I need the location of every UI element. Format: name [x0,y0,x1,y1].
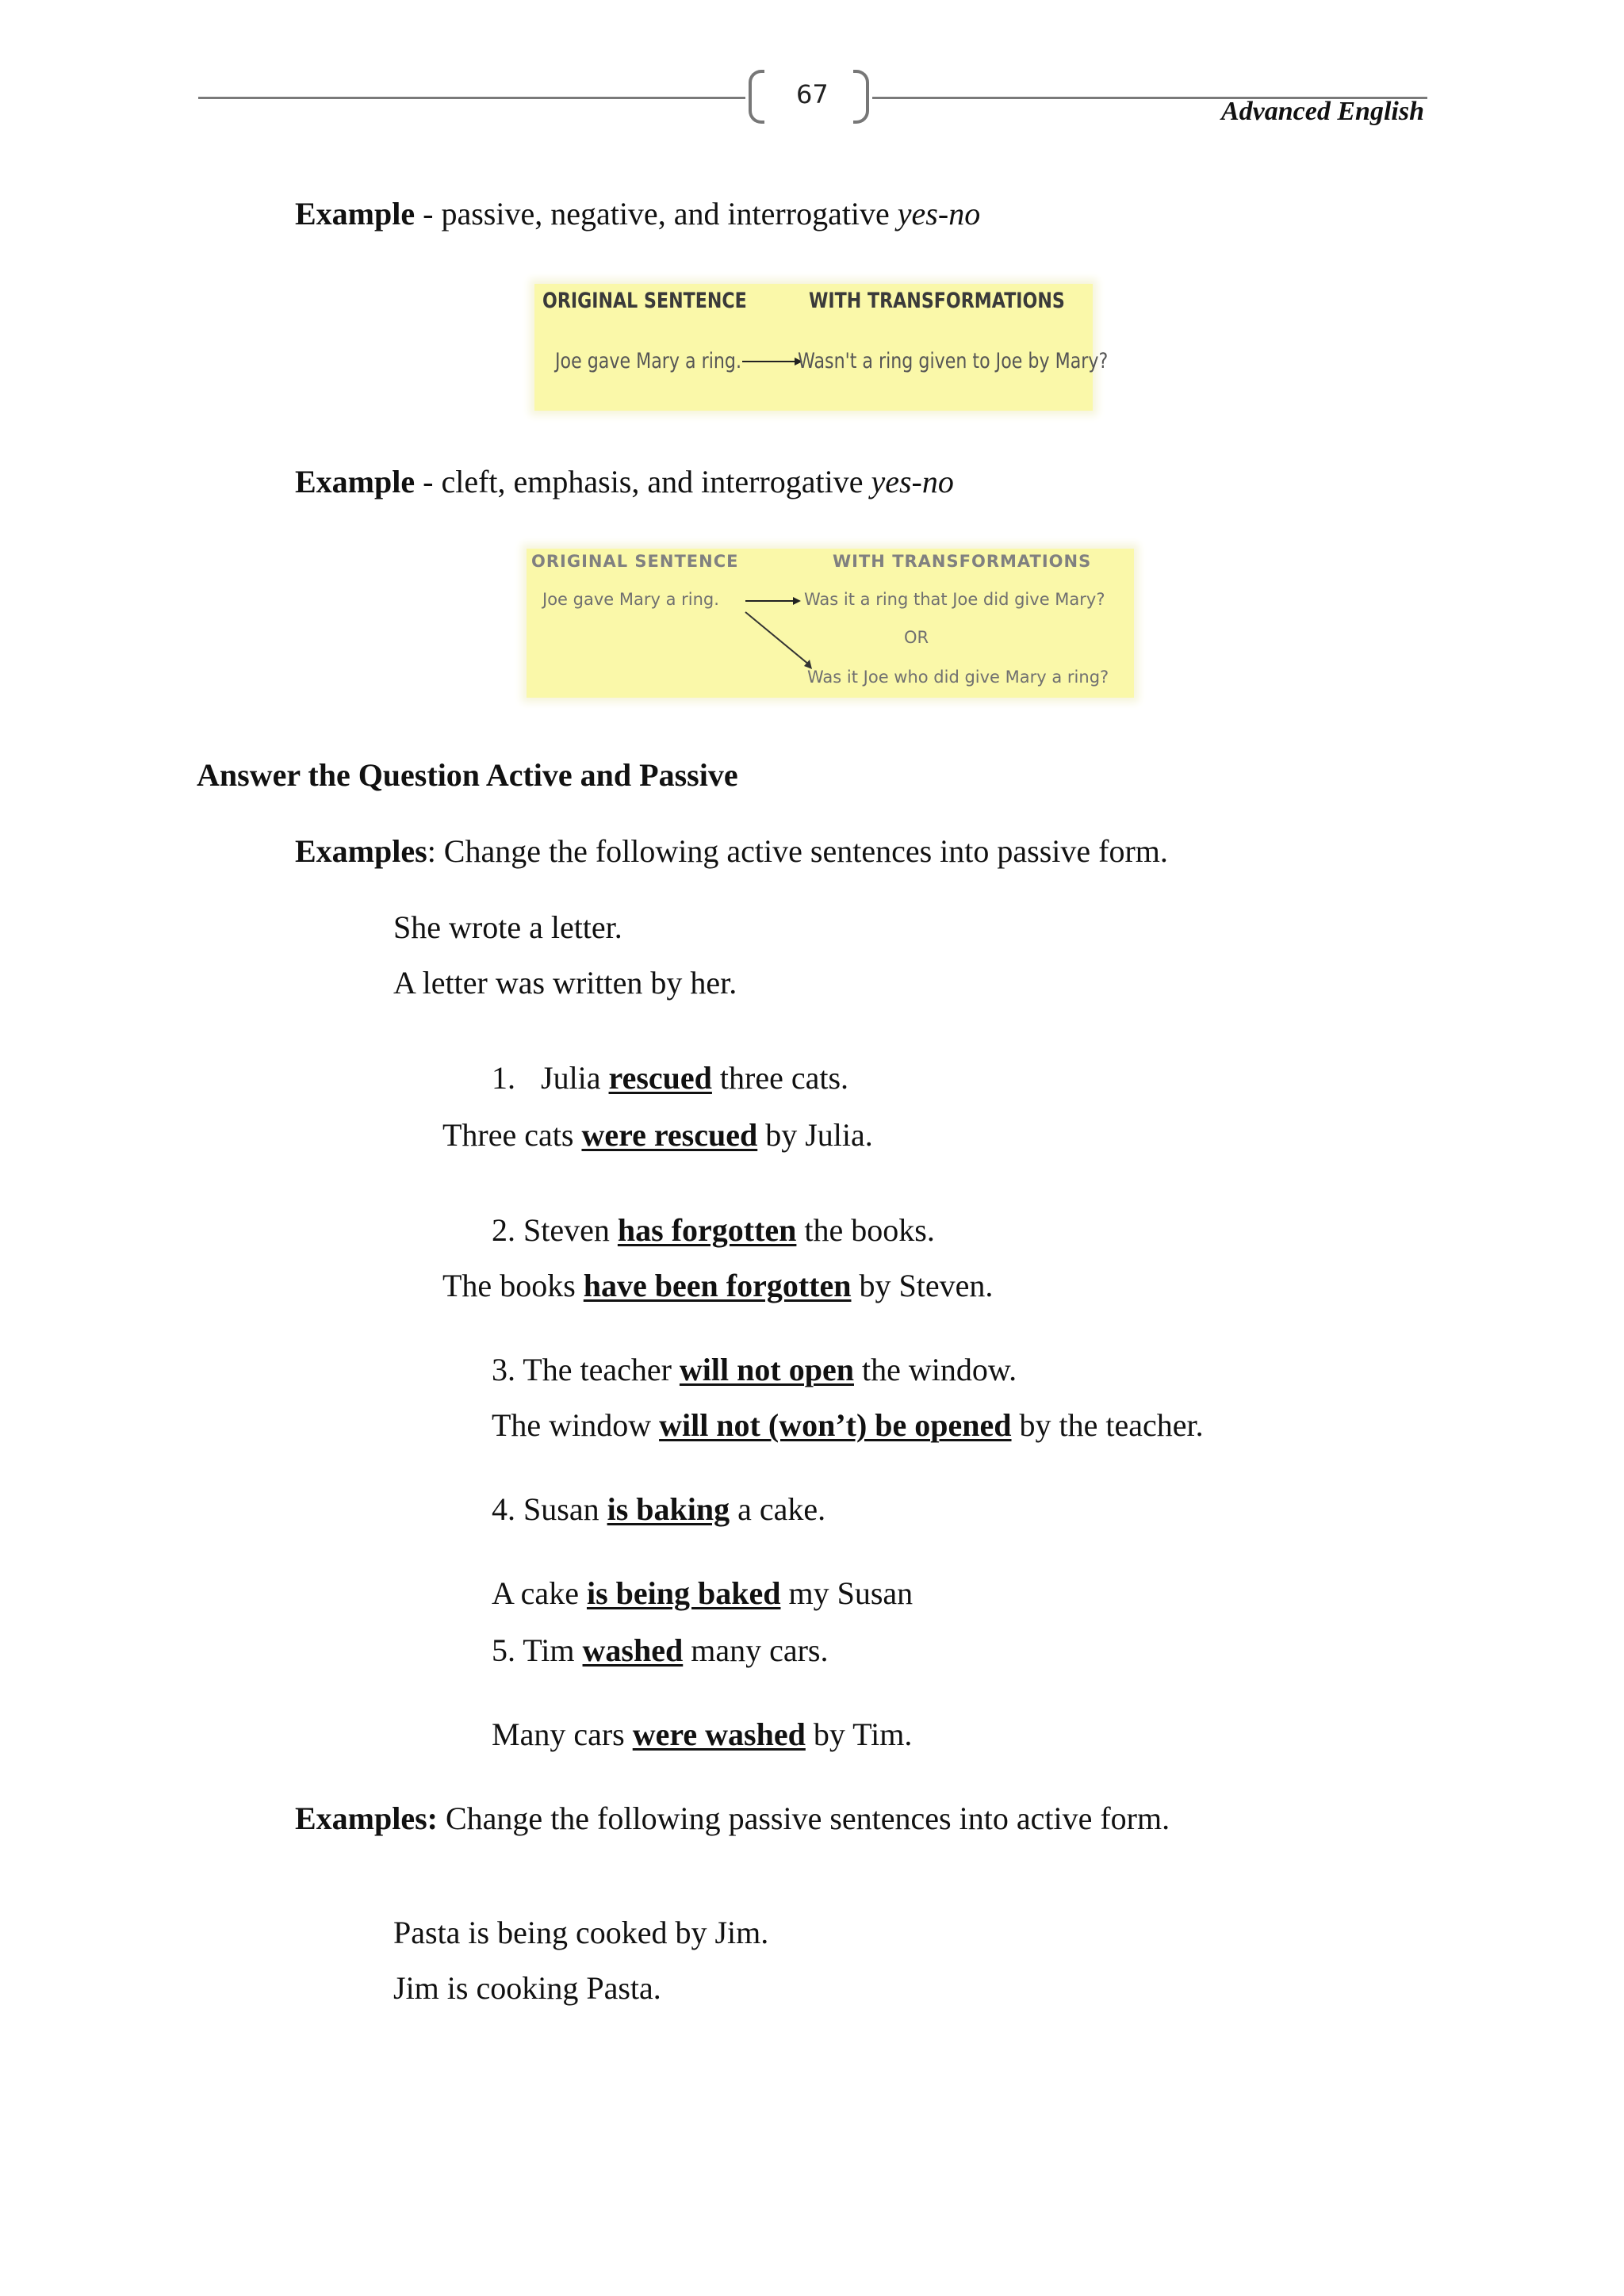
example-1-caption [295,195,980,233]
examples-passive-text: Change the following passive sentences into active form. [438,1800,1170,1836]
item-3-active-pre: The teacher [515,1352,680,1387]
item-2-active [492,1211,935,1249]
item-2-passive-post: by Steven. [851,1268,994,1303]
item-2-active-pre: Steven [515,1212,618,1248]
example-1-text: - passive, negative, and interrogative [415,196,898,232]
item-5-passive-verb: were washed [632,1716,806,1752]
item-4-active-verb: is baking [607,1491,730,1527]
figure-passive-negative-interrogative [534,284,1109,411]
item-4-active [492,1490,825,1529]
item-4-passive-verb: is being baked [586,1575,781,1611]
item-1-passive-verb: were rescued [581,1117,758,1153]
item-2-active-verb: has forgotten [617,1212,797,1248]
item-2-passive-pre: The books [442,1268,584,1303]
item-4-passive-pre: A cake [492,1575,587,1611]
item-1-active [492,1059,848,1097]
example-2-italic: yes-no [871,464,954,499]
figure-cleft-emphasis-interrogative [527,549,1134,698]
page-number-bracket-right [853,70,869,124]
item-5-active-post: many cars. [683,1632,829,1668]
section-heading: Answer the Question Active and Passive [197,757,738,793]
figure-2-col-transformations: WITH TRANSFORMATIONS [833,552,1092,571]
example-1-italic: yes-no [897,196,981,232]
sample-active-sentence: She wrote a letter. [393,909,622,945]
item-1-active-pre: Julia [541,1060,609,1096]
figure-1-col-transformations: WITH TRANSFORMATIONS [809,289,1065,313]
figure-2-transformed-2: Was it Joe who did give Mary a ring? [807,668,1109,687]
item-3-active [492,1351,1017,1389]
figure-2-original: Joe gave Mary a ring. [542,590,719,609]
example-2-caption [295,463,954,501]
item-1-passive [442,1116,873,1154]
item-2-passive [442,1267,993,1305]
example-2-label: Example [295,464,416,499]
running-title: Advanced English [1221,97,1424,126]
item-5-passive-pre: Many cars [492,1716,633,1752]
item-4-passive [492,1575,913,1613]
item-3-passive [492,1406,1204,1445]
item-3-active-post: the window. [853,1352,1017,1387]
examples-passive-label: Examples: [295,1800,438,1836]
examples-active-text: : Change the following active sentences into passive form. [427,833,1168,869]
item-1-passive-pre: Three cats [442,1117,582,1153]
item-1-number: 1. [492,1060,515,1096]
item-1-passive-post: by Julia. [757,1117,873,1153]
item-5-active-pre: Tim [515,1632,583,1668]
figure-1-col-original: ORIGINAL SENTENCE [542,289,747,313]
item-1-active-post: three cats. [711,1060,849,1096]
examples-active-label: Examples [295,833,427,869]
arrow-icon [745,595,801,607]
page-number-bracket-left [749,70,764,124]
item-2-number: 2. [492,1212,515,1248]
item-3-active-verb: will not open [679,1352,854,1387]
header-rule-left [198,97,745,99]
item-2-active-post: the books. [796,1212,935,1248]
item-5-number: 5. [492,1632,515,1668]
page-number: 67 [796,79,829,109]
item-3-passive-pre: The window [492,1407,660,1443]
item-4-passive-post: my Susan [780,1575,914,1611]
sample-passive-sentence: A letter was written by her. [393,965,737,1001]
item-5-active [492,1632,829,1670]
sample-passive-to-active-source: Pasta is being cooked by Jim. [393,1915,769,1950]
item-3-passive-post: by the teacher. [1011,1407,1204,1443]
figure-2-or: OR [904,628,929,647]
figure-1-original: Joe gave Mary a ring. [555,349,742,373]
examples-active-instruction [295,832,1168,871]
item-4-number: 4. [492,1491,515,1527]
arrow-icon [742,355,802,368]
item-5-passive-post: by Tim. [805,1716,913,1752]
item-3-passive-verb: will not (won’t) be opened [659,1407,1012,1443]
item-1-active-verb: rescued [608,1060,712,1096]
item-5-active-verb: washed [582,1632,684,1668]
item-4-active-post: a cake. [730,1491,826,1527]
example-1-label: Example [295,196,416,232]
item-5-passive [492,1716,912,1754]
figure-2-transformed-1: Was it a ring that Joe did give Mary? [804,590,1105,609]
item-3-number: 3. [492,1352,515,1387]
example-2-text: - cleft, emphasis, and interrogative [415,464,871,499]
item-4-active-pre: Susan [515,1491,607,1527]
examples-passive-instruction [295,1800,1170,1838]
sample-passive-to-active-result: Jim is cooking Pasta. [393,1970,661,2006]
diagonal-arrow-icon [742,609,818,672]
item-2-passive-verb: have been forgotten [583,1268,852,1303]
figure-2-col-original: ORIGINAL SENTENCE [531,552,739,571]
figure-1-transformed: Wasn't a ring given to Joe by Mary? [798,349,1109,373]
